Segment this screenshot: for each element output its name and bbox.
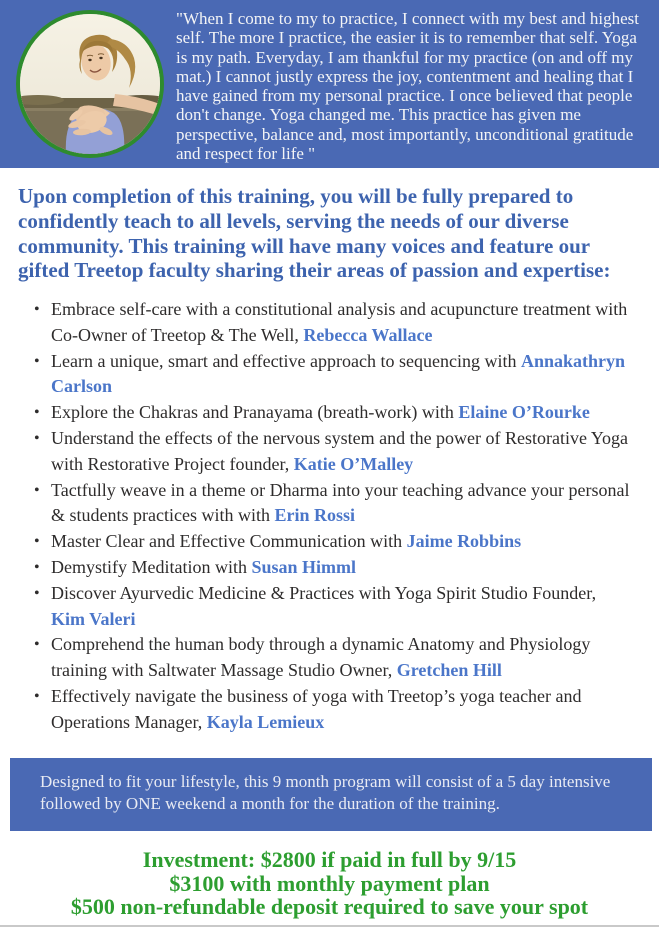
bullet-text: Effectively navigate the business of yoga with Treetop’s yoga teacher and Operations Manager,: [51, 685, 582, 732]
faculty-name: Kayla Lemieux: [206, 711, 325, 732]
investment-block: [0, 848, 659, 919]
faculty-name: Gretchen Hill: [396, 660, 502, 681]
bullet-text: Comprehend the human body through a dynamic Anatomy and Physiology training with Saltwater Massage Studio Owner,: [51, 634, 591, 681]
bullet-text: Demystify Meditation with: [51, 556, 252, 577]
faculty-list-item: [34, 297, 634, 349]
bullet-text: Learn a unique, smart and effective approach to sequencing with: [51, 350, 521, 371]
schedule-banner: [10, 758, 652, 831]
bullet-text: Master Clear and Effective Communication with: [51, 531, 407, 552]
yoga-practitioner-portrait-icon: [20, 14, 160, 154]
schedule-banner-text: Designed to fit your lifestyle, this 9 month program will consist of a 5 day intensive followed by ONE weekend a month for the duration of the training.: [40, 772, 611, 813]
faculty-list-item: [34, 400, 634, 426]
faculty-name: Elaine O’Rourke: [458, 402, 590, 423]
faculty-name: Kim Valeri: [51, 608, 136, 629]
bullet-text: Understand the effects of the nervous system and the power of Restorative Yoga with Restorative Project founder,: [51, 427, 629, 474]
intro-heading: Upon completion of this training, you will be fully prepared to confidently teach to all levels, serving the needs of our diverse community. This training will have many voices and feature our gifted Treetop faculty sharing their areas of passion and expertise:: [18, 184, 611, 283]
faculty-name: Annakathryn Carlson: [51, 350, 626, 397]
quote-panel: [0, 0, 659, 168]
faculty-name: Jaime Robbins: [406, 531, 522, 552]
faculty-list-item: [34, 478, 634, 530]
bullet-text: Discover Ayurvedic Medicine & Practices with Yoga Spirit Studio Founder,: [51, 582, 597, 603]
investment-line-2: $3100 with monthly payment plan: [169, 870, 490, 896]
bullet-text: Explore the Chakras and Pranayama (breath-work) with: [51, 402, 459, 423]
faculty-list-item: [34, 529, 634, 555]
faculty-name: Susan Himml: [251, 556, 357, 577]
faculty-list-item: [34, 555, 634, 581]
faculty-list: [34, 297, 634, 736]
faculty-name: Rebecca Wallace: [303, 324, 433, 345]
bullet-text: Tactfully weave in a theme or Dharma into your teaching advance your personal & students practices with with: [51, 479, 630, 526]
faculty-list-item: [34, 349, 634, 401]
yoga-pose-photo: [16, 10, 164, 158]
investment-line-3: $500 non-refundable deposit required to save your spot: [70, 894, 589, 919]
investment-line-1: Investment: $2800 if paid in full by 9/15: [142, 847, 517, 872]
bullet-text: Embrace self-care with a constitutional analysis and acupuncture treatment with Co-Owner of Treetop & The Well,: [51, 299, 628, 345]
faculty-list-item: [34, 426, 634, 478]
bottom-divider: [0, 925, 659, 927]
faculty-name: Erin Rossi: [274, 505, 355, 526]
faculty-list-item: [34, 581, 634, 633]
faculty-name: Katie O’Malley: [293, 453, 414, 474]
faculty-list-item: [34, 684, 634, 736]
faculty-list-item: [34, 632, 634, 684]
testimonial-quote: "When I come to my to practice, I connect with my best and highest self. The more I practice, the easier it is to remember that self. Yoga is my path. Everyday, I am thankful for my practice (on and off my mat.) I cannot justly express the joy, contentment and healing that I have gained from my personal practice. I once believed that people don't change. Yoga changed me. This practice has given me perspective, balance and, most importantly, unconditional gratitude and respect for life ": [176, 9, 639, 164]
